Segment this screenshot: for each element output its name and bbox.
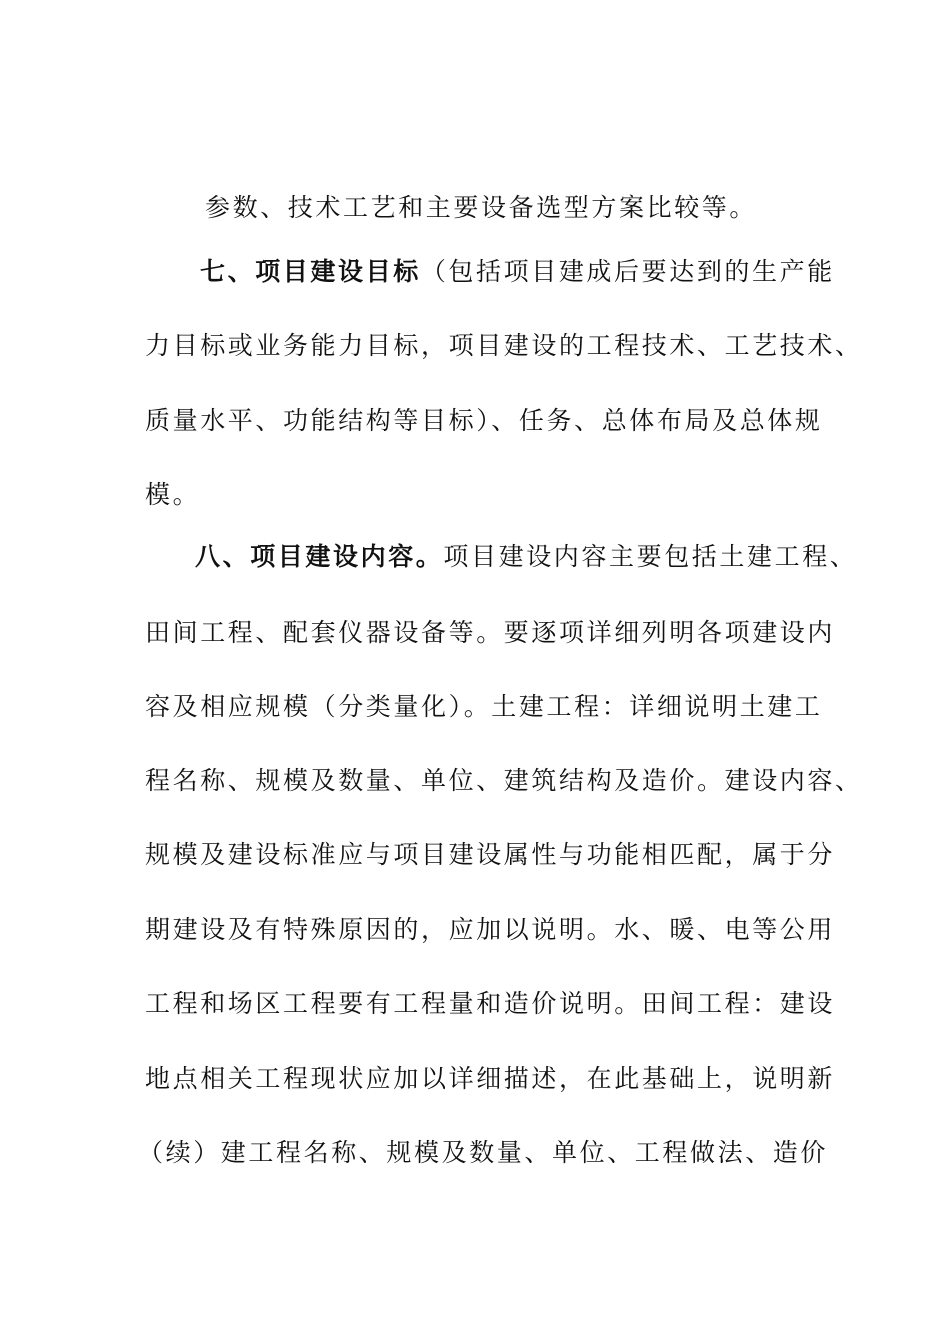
paragraph-8-line-9: （续）建工程名称、规模及数量、单位、工程做法、造价 bbox=[138, 1138, 829, 1167]
paragraph-8-line-2: 田间工程、配套仪器设备等。要逐项详细列明各项建设内 bbox=[145, 618, 836, 647]
section-8-heading: 八、项目建设内容。 bbox=[195, 542, 444, 571]
section-7-heading: 七、项目建设目标 bbox=[200, 257, 421, 286]
paragraph-8-line-3: 容及相应规模（分类量化）。土建工程：详细说明土建工 bbox=[145, 692, 823, 721]
paragraph-8-line-4: 程名称、规模及数量、单位、建筑结构及造价。建设内容、 bbox=[145, 766, 863, 795]
paragraph-8-line-5: 规模及建设标准应与项目建设属性与功能相匹配，属于分 bbox=[145, 840, 836, 869]
paragraph-8-line-8: 地点相关工程现状应加以详细描述，在此基础上，说明新 bbox=[145, 1064, 836, 1093]
paragraph-7-line-1 bbox=[200, 256, 835, 288]
paragraph-8-line-7: 工程和场区工程要有工程量和造价说明。田间工程：建设 bbox=[145, 989, 836, 1018]
paragraph-8-line-1 bbox=[195, 541, 857, 573]
section-8-text: 项目建设内容主要包括土建工程、 bbox=[443, 542, 858, 571]
paragraph-8-line-6: 期建设及有特殊原因的，应加以说明。水、暖、电等公用 bbox=[145, 915, 836, 944]
paragraph-7-line-4: 模。 bbox=[145, 480, 201, 509]
paragraph-6-tail: 参数、技术工艺和主要设备选型方案比较等。 bbox=[205, 193, 758, 222]
paragraph-7-line-2: 力目标或业务能力目标，项目建设的工程技术、工艺技术、 bbox=[145, 331, 863, 360]
paragraph-7-line-3: 质量水平、功能结构等目标）、任务、总体布局及总体规 bbox=[145, 406, 823, 435]
section-7-text: （包括项目建成后要达到的生产能 bbox=[420, 257, 835, 286]
